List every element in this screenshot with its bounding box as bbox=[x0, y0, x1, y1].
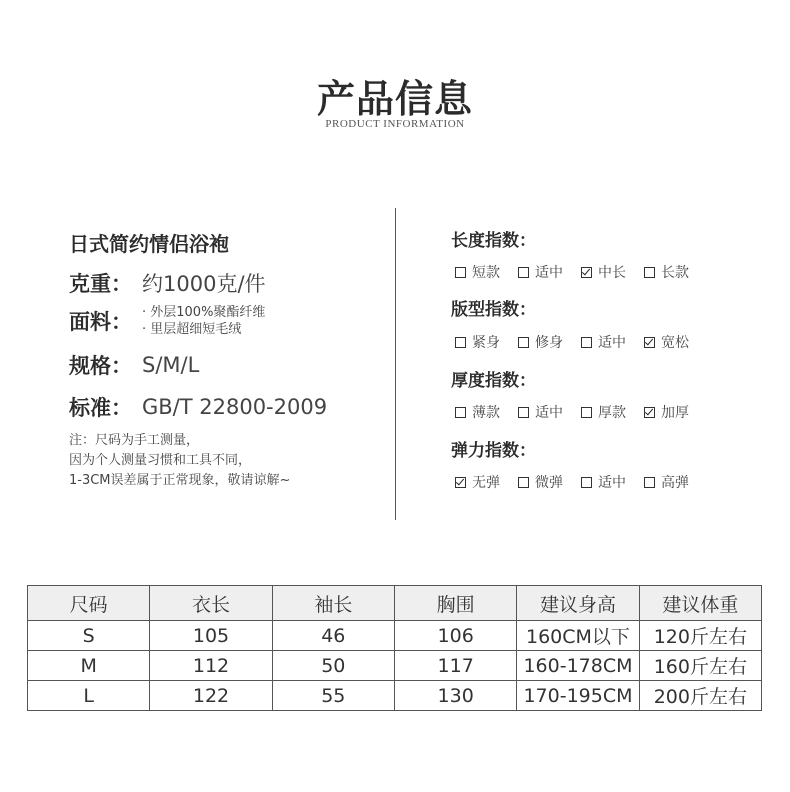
checked-box-icon bbox=[455, 477, 466, 488]
length-index-title: 长度指数： bbox=[451, 231, 536, 251]
table-cell: 120斤左右 bbox=[639, 621, 761, 651]
length-index-options bbox=[455, 262, 707, 282]
page-title: 产品信息 bbox=[316, 77, 473, 121]
standard-row bbox=[69, 392, 327, 422]
table-row bbox=[28, 681, 762, 711]
table-cell: S bbox=[28, 621, 150, 651]
fit-option: 宽松 bbox=[644, 332, 689, 352]
note-line: 因为个人测量习惯和工具不同， bbox=[69, 453, 252, 468]
checkbox-icon bbox=[518, 267, 529, 278]
table-cell: 160-178CM bbox=[517, 651, 639, 681]
table-row bbox=[28, 621, 762, 651]
fit-option: 修身 bbox=[518, 332, 563, 352]
note-line: 1-3CM误差属于正常现象，敬请谅解~ bbox=[69, 473, 291, 488]
fit-option: 紧身 bbox=[455, 332, 500, 352]
elasticity-option: 高弹 bbox=[644, 472, 689, 492]
table-cell: 170-195CM bbox=[517, 681, 639, 711]
fit-index-options bbox=[455, 332, 707, 352]
vertical-divider bbox=[395, 208, 396, 520]
fabric-label: 面料： bbox=[69, 310, 132, 334]
length-option: 适中 bbox=[518, 262, 563, 282]
fabric-line-outer: · 外层100%聚酯纤维 bbox=[142, 305, 266, 320]
table-cell: 160CM以下 bbox=[517, 621, 639, 651]
table-cell: 160斤左右 bbox=[639, 651, 761, 681]
checkbox-icon bbox=[581, 477, 592, 488]
table-cell: 50 bbox=[272, 651, 394, 681]
checkbox-icon bbox=[644, 477, 655, 488]
checkbox-icon bbox=[581, 337, 592, 348]
weight-label: 克重： bbox=[69, 272, 132, 296]
length-option: 长款 bbox=[644, 262, 689, 282]
table-cell: 130 bbox=[394, 681, 516, 711]
header-sleeve: 袖长 bbox=[272, 586, 394, 621]
table-cell: 46 bbox=[272, 621, 394, 651]
checkbox-icon bbox=[644, 267, 655, 278]
checked-box-icon bbox=[644, 337, 655, 348]
table-cell: 106 bbox=[394, 621, 516, 651]
header-chest: 胸围 bbox=[394, 586, 516, 621]
checkbox-icon bbox=[455, 267, 466, 278]
thickness-index-title: 厚度指数： bbox=[451, 371, 536, 391]
fabric-lines bbox=[142, 304, 265, 338]
table-cell: 122 bbox=[150, 681, 272, 711]
size-table bbox=[27, 585, 762, 711]
checkbox-icon bbox=[518, 477, 529, 488]
checkbox-icon bbox=[455, 407, 466, 418]
table-row bbox=[28, 651, 762, 681]
fabric-row bbox=[69, 304, 265, 338]
checkbox-icon bbox=[518, 407, 529, 418]
checkbox-icon bbox=[518, 337, 529, 348]
checked-box-icon bbox=[581, 267, 592, 278]
elasticity-index-title: 弹力指数： bbox=[451, 441, 536, 461]
elasticity-index-options bbox=[455, 472, 707, 492]
table-cell: 117 bbox=[394, 651, 516, 681]
page-subtitle: PRODUCT INFORMATION bbox=[325, 118, 465, 130]
table-cell: M bbox=[28, 651, 150, 681]
checkbox-icon bbox=[455, 337, 466, 348]
thickness-option: 厚款 bbox=[581, 402, 626, 422]
spec-row bbox=[69, 350, 199, 380]
header-length: 衣长 bbox=[150, 586, 272, 621]
spec-label: 规格： bbox=[69, 354, 132, 378]
elasticity-option: 微弹 bbox=[518, 472, 563, 492]
table-cell: 112 bbox=[150, 651, 272, 681]
elasticity-option: 适中 bbox=[581, 472, 626, 492]
note-line: 注：尺码为手工测量， bbox=[69, 433, 200, 448]
spec-value: S/M/L bbox=[142, 353, 200, 377]
header-weight: 建议体重 bbox=[639, 586, 761, 621]
table-cell: 55 bbox=[272, 681, 394, 711]
elasticity-option: 无弹 bbox=[455, 472, 500, 492]
table-cell: L bbox=[28, 681, 150, 711]
standard-label: 标准： bbox=[69, 396, 132, 420]
fit-option: 适中 bbox=[581, 332, 626, 352]
header-size: 尺码 bbox=[28, 586, 150, 621]
thickness-option: 适中 bbox=[518, 402, 563, 422]
thickness-index-options bbox=[455, 402, 707, 422]
length-option: 中长 bbox=[581, 262, 626, 282]
table-cell: 105 bbox=[150, 621, 272, 651]
header-height: 建议身高 bbox=[517, 586, 639, 621]
checkbox-icon bbox=[581, 407, 592, 418]
fit-index-title: 版型指数： bbox=[451, 300, 536, 320]
thickness-option: 薄款 bbox=[455, 402, 500, 422]
weight-row bbox=[69, 268, 266, 298]
size-note bbox=[69, 431, 290, 491]
table-cell: 200斤左右 bbox=[639, 681, 761, 711]
length-option: 短款 bbox=[455, 262, 500, 282]
standard-value: GB/T 22800-2009 bbox=[142, 395, 328, 419]
checked-box-icon bbox=[644, 407, 655, 418]
product-name: 日式简约情侣浴袍 bbox=[69, 232, 229, 256]
thickness-option: 加厚 bbox=[644, 402, 689, 422]
table-header-row bbox=[28, 586, 762, 621]
fabric-line-inner: · 里层超细短毛绒 bbox=[142, 322, 242, 337]
weight-value: 约1000克/件 bbox=[142, 272, 266, 296]
